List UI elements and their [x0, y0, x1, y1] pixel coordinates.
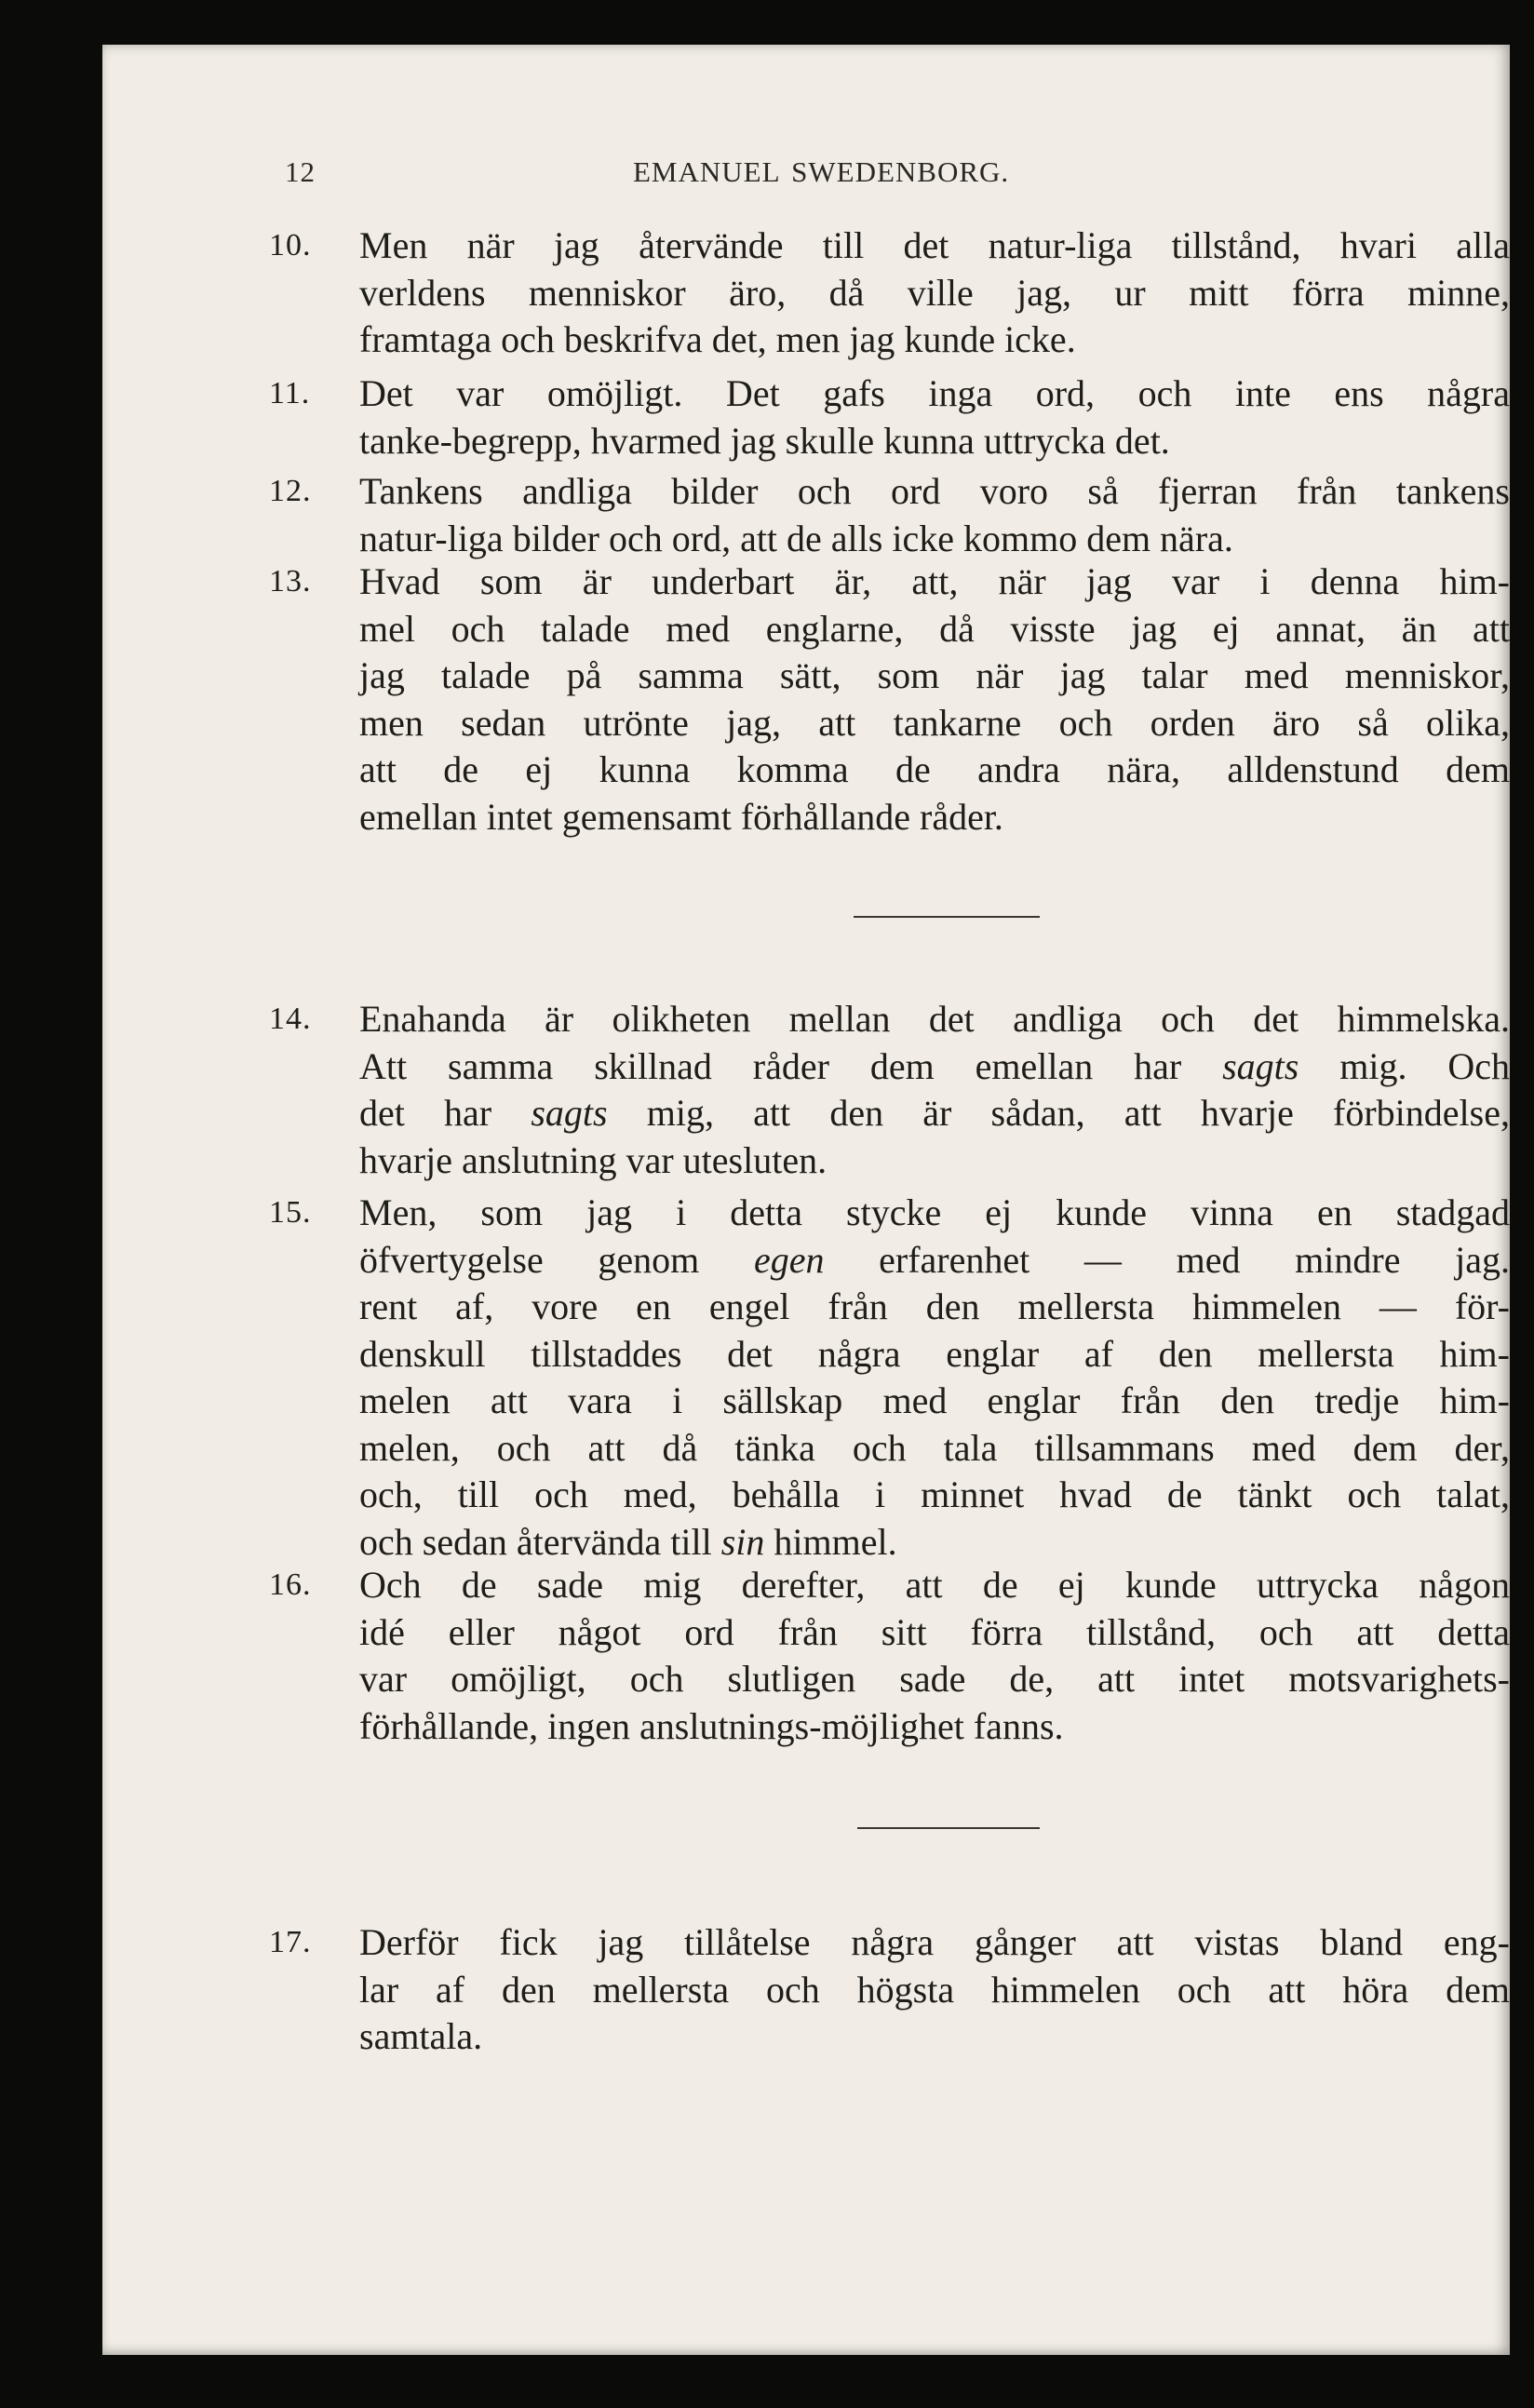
text-line: Enahanda är olikheten mellan det andliga och det himmelska. [359, 998, 1510, 1040]
text-line: öfvertygelse genom egen erfarenhet — med mindre jag. [359, 1238, 1511, 1281]
text-line: men sedan utrönte jag, att tankarne och orden äro så olika, [359, 701, 1510, 744]
section-divider [857, 1827, 1040, 1829]
paragraph-number: 15. [269, 1195, 312, 1230]
paragraph-12 [269, 468, 1510, 562]
text-line: denskull tillstaddes det några englar af den mellersta him- [359, 1332, 1510, 1375]
paragraph-10 [269, 222, 1510, 364]
text-line: Derför fick jag tillåtelse några gånger att vistas bland eng- [359, 1921, 1510, 1963]
text-line: var omöjligt, och slutligen sade de, att intet motsvarighets- [359, 1658, 1510, 1700]
text-line: melen, och att då tänka och tala tillsammans med dem der, [359, 1426, 1510, 1469]
paragraph-number: 14. [269, 1002, 312, 1036]
text-line: samtala. [359, 2015, 483, 2057]
text-line: Tankens andliga bilder och ord voro så fjerran från tankens [359, 470, 1510, 512]
paragraph-number: 17. [269, 1925, 312, 1959]
paragraph-number: 10. [269, 228, 312, 262]
paragraph-number: 12. [269, 474, 312, 508]
paragraph-16 [269, 1562, 1510, 1750]
text-line: Att samma skillnad råder dem emellan har sagts mig. Och [359, 1044, 1510, 1087]
paragraph-17 [269, 1919, 1510, 2061]
paragraph-13 [269, 558, 1510, 841]
text-line: hvarje anslutning var utesluten. [359, 1138, 828, 1181]
text-line: emellan intet gemensamt förhållande råder. [359, 795, 1003, 838]
paragraph-number: 11. [269, 376, 311, 410]
text-line: rent af, vore en engel från den mellersta himmelen — för- [359, 1285, 1510, 1327]
text-line: melen att vara i sällskap med englar från den tredje him- [359, 1379, 1510, 1421]
text-line: jag talade på samma sätt, som när jag talar med menniskor, [359, 654, 1510, 696]
text-line: förhållande, ingen anslutnings-möjlighet fanns. [359, 1704, 1064, 1747]
running-header [0, 155, 1534, 198]
text-line: natur-liga bilder och ord, att de alls icke kommo dem nära. [359, 517, 1233, 559]
text-line: Hvad som är underbart är, att, när jag var i denna him- [359, 560, 1510, 602]
text-line: mel och talade med englarne, då visste jag ej annat, än att [359, 607, 1510, 650]
text-line: Men när jag återvände till det natur-liga tillstånd, hvari alla [359, 224, 1510, 266]
paragraph-14 [269, 996, 1510, 1184]
text-line: framtaga och beskrifva det, men jag kunde icke. [359, 318, 1076, 360]
text-line: idé eller något ord från sitt förra tillstånd, och att detta [359, 1610, 1510, 1653]
paragraph-11 [269, 370, 1510, 464]
page-number: 12 [285, 155, 316, 188]
section-divider [854, 916, 1040, 918]
paragraph-15 [269, 1190, 1511, 1566]
text-line: att de ej kunna komma de andra nära, alldenstund dem [359, 748, 1510, 790]
text-line: det har sagts mig, att den är sådan, att hvarje förbindelse, [359, 1092, 1510, 1134]
text-line: verldens menniskor äro, då ville jag, ur mitt förra minne, [359, 271, 1510, 314]
text-line: Det var omöjligt. Det gafs inga ord, och inte ens några [359, 372, 1510, 414]
text-line: och, till och med, behålla i minnet hvad de tänkt och talat, [359, 1473, 1510, 1515]
text-line: och sedan återvända till sin himmel. [359, 1520, 897, 1563]
text-line: Och de sade mig derefter, att de ej kunde uttrycka någon [359, 1564, 1510, 1606]
paragraph-number: 13. [269, 564, 312, 599]
text-line: tanke-begrepp, hvarmed jag skulle kunna uttrycka det. [359, 419, 1170, 462]
text-line: lar af den mellersta och högsta himmelen och att höra dem [359, 1968, 1510, 2011]
text-line: Men, som jag i detta stycke ej kunde vinna en stadgad [359, 1191, 1510, 1233]
running-title: EMANUEL SWEDENBORG. [633, 155, 1010, 188]
paragraph-number: 16. [269, 1567, 312, 1602]
